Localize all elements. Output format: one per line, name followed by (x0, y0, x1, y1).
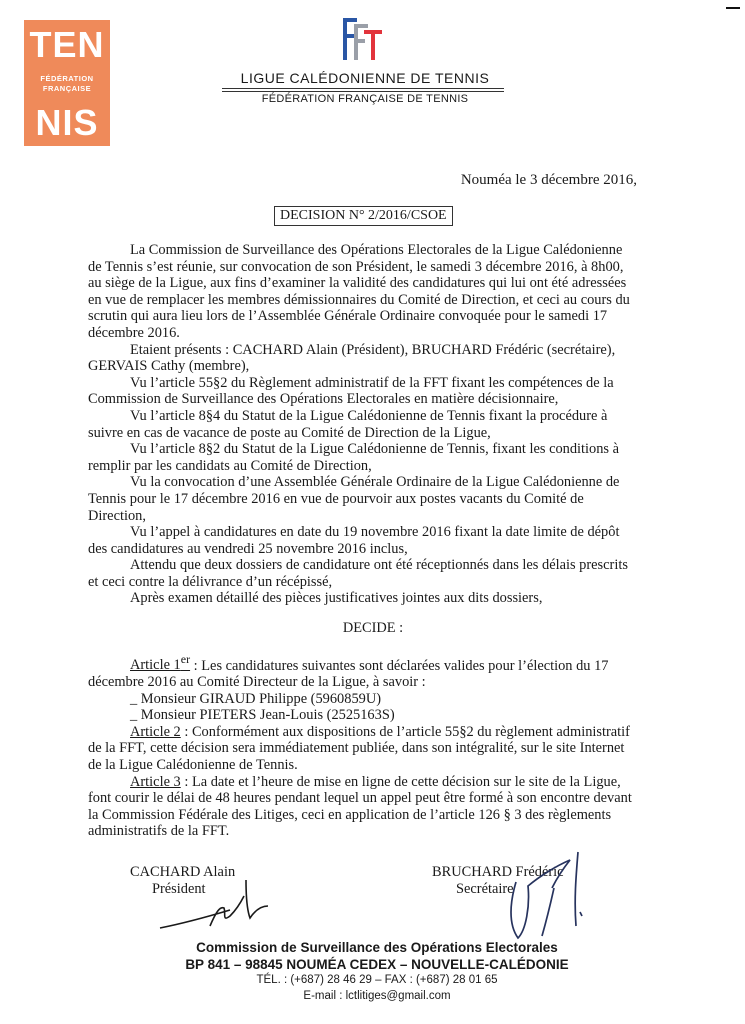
article-1-label: Article 1er (130, 652, 191, 674)
article-3-text: : La date et l’heure de mise en ligne de cette décision sur le site de la Ligue, font courir le délai de 48 heures pendant lequel un appel peut être formé à son encontre devant la Commission Fédérale des Litiges, ceci en application de l’article 126 § 3 des règlements administratifs de la FFT. (88, 773, 632, 840)
article-1-text: : Les candidatures suivantes sont déclarées valides pour l’élection du 17 décembre 2016 au Comité Directeur de la Ligue, à savoir : (88, 657, 609, 691)
intro-paragraph: La Commission de Surveillance des Opérations Electorales de la Ligue Calédonienne de Tennis s’est réunie, sur convocation de son Président, le samedi 3 décembre 2016, à 8h00, au siège de la Ligue, aux fins d’examiner la validité des candidatures qui lui ont été adressées en vue de remplacer les membres démissionnaires du Comité de Direction, et ceci au cours du scrutin qui aura lieu lors de l’Assemblée Générale Ordinaire convoquée pour le samedi 17 décembre 2016. (88, 242, 630, 341)
attendu-paragraph: Attendu que deux dossiers de candidature ont été réceptionnés dans les délais prescrits et ceci contre la délivrance d’un récépissé, (88, 557, 628, 590)
secretary-signature (490, 846, 600, 950)
tennis-logo (24, 20, 110, 146)
president-name: CACHARD Alain (130, 864, 236, 880)
article-2 (88, 724, 638, 774)
footer-commission: Commission de Surveillance des Opérations Electorales (196, 940, 558, 955)
footer-phone: TÉL. : (+687) 28 46 29 – FAX : (+687) 28 01 65 (256, 974, 498, 986)
league-name: LIGUE CALÉDONIENNE DE TENNIS (240, 70, 490, 86)
footer-address: BP 841 – 98845 NOUMÉA CEDEX – NOUVELLE-CALÉDONIE (185, 957, 569, 972)
date-line: Nouméa le 3 décembre 2016, (460, 172, 637, 188)
article-3 (88, 774, 638, 840)
vu-paragraph-2: Vu l’article 8§4 du Statut de la Ligue Calédonienne de Tennis fixant la procédure à suivre en cas de vacance de poste au Comité de Direction de la Ligue, (88, 407, 608, 441)
president-signature (150, 866, 280, 936)
decision-body (88, 242, 638, 840)
federation-name: FÉDÉRATION FRANÇAISE DE TENNIS (261, 93, 469, 105)
footer-email: E-mail : lctlitiges@gmail.com (303, 990, 451, 1002)
decision-title: DECISION N° 2/2016/CSOE (274, 206, 453, 226)
article-1-sup: er (180, 652, 191, 667)
candidate-2: _ Monsieur PIETERS Jean-Louis (2525163S) (130, 707, 395, 724)
vu-paragraph-4: Vu la convocation d’une Assemblée Générale Ordinaire de la Ligue Calédonienne de Tennis pour le 17 décembre 2016 en vue de pourvoir aux postes vacants du Comité de Direction, (88, 474, 620, 524)
vu-paragraph-5: Vu l’appel à candidatures en date du 19 novembre 2016 fixant la date limite de dépôt des candidatures au vendredi 25 novembre 2016 inclus, (88, 524, 620, 557)
logo-federation-line2: FRANÇAISE (42, 84, 92, 93)
article-1 (88, 652, 638, 691)
header-rule (222, 88, 504, 89)
secretary-role: Secrétaire (456, 881, 514, 897)
article-3-label: Article 3 (130, 773, 181, 790)
vu-paragraph-3: Vu l’article 8§2 du Statut de la Ligue Calédonienne de Tennis, fixant les conditions à remplir par les candidats au Comité de Direction, (88, 441, 620, 474)
fft-logo-icon (340, 16, 384, 62)
scan-mark (726, 7, 740, 9)
apres-paragraph: Après examen détaillé des pièces justificatives jointes aux dits dossiers, (130, 590, 543, 607)
logo-top-word: TEN (29, 24, 105, 65)
article-2-text: : Conformément aux dispositions de l’article 55§2 du règlement administratif de la FFT, cette décision sera immédiatement publiée, dans son intégralité, sur le site Internet de la Ligue Calédonienne de Tennis. (88, 723, 630, 774)
present-paragraph: Etaient présents : CACHARD Alain (Président), BRUCHARD Frédéric (secrétaire), GERVAIS Cathy (membre), (88, 341, 616, 375)
article-2-label: Article 2 (130, 723, 181, 740)
president-role: Président (152, 881, 206, 897)
header-rule (222, 91, 504, 92)
logo-federation-line1: FÉDÉRATION (40, 74, 94, 83)
secretary-name: BRUCHARD Frédéric (432, 864, 564, 880)
logo-bottom-word: NIS (35, 102, 99, 143)
candidate-1: _ Monsieur GIRAUD Philippe (5960859U) (130, 690, 382, 707)
vu-paragraph-1: Vu l’article 55§2 du Règlement administratif de la FFT fixant les compétences de la Commission de Surveillance des Opérations Electorales en matière décisionnaire, (88, 374, 614, 408)
decide-heading: DECIDE : (342, 620, 404, 637)
